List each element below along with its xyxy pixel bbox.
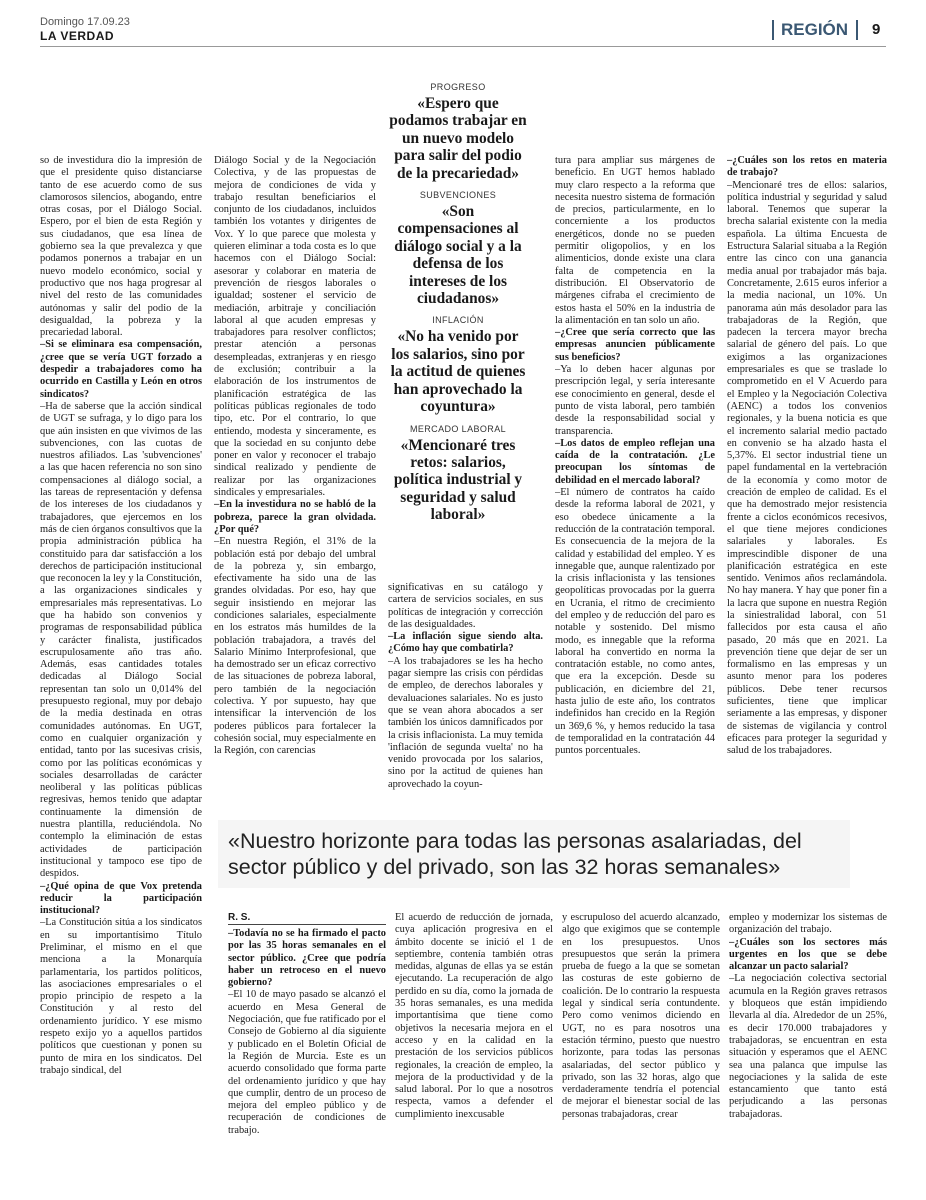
article-column-4 bbox=[555, 155, 715, 817]
paragraph: –Mencionaré tres de ellos: salarios, política industrial y seguridad y salud laboral. Tenemos que superar la brecha salarial existente con la media española. La última Encuesta de Estructura Salarial situaba a la Región entre las cinco con una ganancia media anual por trabajador más baja. Concretamente, 2.615 euros inferior a la media nacional, un 10%. Un panorama aún más desolador para las trabajadoras de la Región, que padecen la tercera mayor brecha salarial de género del país. Lo que exigimos a las organizaciones empresariales es que se traslade lo comprometido en el V Acuerdo para el Empleo y la Negociación Colectiva (AENC) a todos los convenios regionales, y la buena noticia es que el incremento salarial medio pactado en convenio se ha alzado hasta el 5,37%. El sector industrial tiene un papel fundamental en la vertebración de la economía y como motor de creación de empleo de calidad. Es el que ha demostrado mejor resistencia frente a ciclos económicos recesivos, el que tiene mejores condiciones salariales y laborales. Es imprescindible disponer de una planificación estratégica en este sentido. Venimos años reclamándola. No hay manera. Y hay que poner fin a la lacra que supone en nuestra Región la siniestralidad laboral, con 51 fallecidos por esta causa el año pasado, 20 más que en 2021. La prevención tiene que dejar de ser un formalismo en las empresas y un asunto menor para los poderes públicos. Debe tener recursos suficientes, tiene que implicar seriamente a las empresas, y disponer de sistemas de vigilancia y control eficaces para proteger la seguridad y salud de los trabajadores. bbox=[727, 179, 887, 757]
paragraph: El acuerdo de reducción de jornada, cuya aplicación progresiva en el ámbito docente se inició el 1 de septiembre, contenía también otras medidas, algunas de ellas ya se están ejecutando. La recuperación de algo perdido en su día, como la jornada de 35 horas semanales, es una medida importantísima que tiene como objetivos la necesaria mejora en el acceso y en la calidad en la prestación de los servicios públicos regionales, la creación de empleo, la mejora de la productividad y de la salud laboral. Por lo que a nosotros respecta, vamos a defender el cumplimiento inexcusable bbox=[395, 912, 553, 1120]
paragraph: –El 10 de mayo pasado se alcanzó el acuerdo en Mesa General de Negociación, que fue ratificado por el Consejo de Gobierno al día siguiente y publicado en el Boletín Oficial de la Región de Murcia. Este es un acuerdo consolidado que forma parte del ordenamiento jurídico y que hay que cumplir, dentro de un proceso de mejora del empleo público y de recuperación de condiciones de trabajo. bbox=[228, 989, 386, 1136]
header-date: Domingo 17.09.23 bbox=[40, 16, 130, 28]
paragraph: empleo y modernizar los sistemas de organización del trabajo. bbox=[729, 912, 887, 936]
highlight-label-progreso: PROGRESO bbox=[430, 82, 486, 92]
interview-question: –Todavía no se ha firmado el pacto por las 35 horas semanales en el sector público. ¿Cree que podría haber un retroceso en el nuevo gobierno? bbox=[228, 928, 386, 989]
article-column-6 bbox=[228, 928, 386, 1156]
paragraph: –El número de contratos ha caído desde la reforma laboral de 2021, y eso obedece únicamente a la reducción de la contratación temporal. Es consecuencia de la mejora de la calidad y estabilidad del empleo. Y es innegable que, aunque ralentizado por la crisis inflacionista y las tensiones geopolíticas provocadas por la guerra en Ucrania, el ritmo de crecimiento del empleo y de reducción del paro es notable y sostenido. Del mismo modo, es innegable que la reforma laboral ha convertido en norma la contratación estable, no como antes, que era la excepción. Desde su publicación, en diciembre del 21, hasta julio de este año, los contratos indefinidos han crecido en la Región un 369,6 %, y hemos reducido la tasa de temporalidad en la contratación 44 puntos porcentuales. bbox=[555, 487, 715, 757]
paragraph: significativas en su catálogo y cartera de servicios sociales, en sus políticas de integración y corrección de las desigualdades. bbox=[388, 582, 543, 630]
section-name: REGIÓN bbox=[772, 20, 848, 40]
paragraph: y escrupuloso del acuerdo alcanzado, algo que exigimos que se contemple en los presupuestos. Unos presupuestos que serán la primera prueba de fuego a la que se sometan las costuras de este gobierno de coalición. De lo contrario la respuesta legal y sindical sería contundente. Pero como venimos diciendo en UGT, no es para nosotros una estación término, puesto que nuestro horizonte, para todas las personas asalariadas, del sector público y privado, son las 32 horas, algo que verdaderamente tendría el potencial de mejorar el bienestar social de las personas trabajadoras, crear bbox=[562, 912, 720, 1120]
header-rule bbox=[40, 46, 886, 47]
paragraph: –Ha de saberse que la acción sindical de UGT se sufraga, y lo digo para los que aún insisten en que vivimos de las subvenciones, con las cuotas de nuestros afiliados. Las 'subvenciones' a las que hacen referencia no son sino compensaciones al diálogo social, a las tareas de representación y defensa de los intereses de los ciudadanos y trabajadores, que ejercemos en los más de cien órganos consultivos que la propia administración pública ha constituido para dar satisfacción a los derechos de participación institucional que reconocen la ley y la Constitución, a las organizaciones sindicales y empresariales más representativas. Lo que ha habido son convenios y programas de responsabilidad pública y carácter finalista, justificados escrupulosamente año tras año. Además, esas cantidades totales dedicadas al Diálogo Social representan tan solo un 0,014% del presupuesto regional, muy por debajo de la media destinada en otras comunidades autónomas. En UGT, como en cualquier organización y entidad, tanto por las sucesivas crisis, como por las políticas económicas y sociales desarrolladas de carácter neoliberal y las políticas públicas regresivas, hemos tenido que adaptar continuamente la dimensión de nuestra plantilla, reduciéndola. No contemplo la eliminación de estas actividades de participación institucional y tampoco ese tipo de despidos. bbox=[40, 400, 202, 880]
interview-question: –¿Cuáles son los retos en materia de trabajo? bbox=[727, 155, 887, 179]
interview-question: –¿Cuáles son los sectores más urgentes en los que se debe alcanzar un pacto salarial? bbox=[729, 936, 887, 973]
newspaper-name: LA VERDAD bbox=[40, 29, 115, 43]
article-column-5 bbox=[727, 155, 887, 817]
paragraph: Diálogo Social y de la Negociación Colectiva, y de las propuestas de mejora de condiciones de vida y trabajo resultan beneficiarios el conjunto de los ciudadanos, incluidos también los votantes y dirigentes de Vox. Y lo que parece que molesta y quieren eliminar a toda costa es lo que hacemos con el Diálogo Social: asesorar y colaborar en materia de prevención de riesgos laborales o igualdad; sostener el servicio de mediación, arbitraje y conciliación laboral al que acuden empresas y trabajadores para resolver conflictos; prestar atención a personas desempleadas, extranjeras y en riesgo de exclusión; contribuir a la elaboración de los instrumentos de planificación estratégica de las políticas públicas regionales de todo tipo, etc. Por el contrario, lo que entiendo, modesta y sinceramente, es que la sociedad en su conjunto debe poner en valor y reconocer el trabajo sindical realizado y pendiente de realizar por las organizaciones sindicales y empresariales. bbox=[214, 155, 376, 499]
article-column-8 bbox=[562, 912, 720, 1156]
article-column-3 bbox=[388, 582, 543, 814]
paragraph: –A los trabajadores se les ha hecho pagar siempre las crisis con pérdidas de empleo, de derechos laborales y devaluaciones salariales. No es justo que se vean ahora abocados a ser también los únicos damnificados por la crisis inflacionista. La muy temida 'inflación de segunda vuelta' no ha venido provocada por los salarios, sino por la actitud de quienes han aprovechado la coyun- bbox=[388, 655, 543, 790]
highlight-quote-inflacion: «No ha venido por los salarios, sino por la actitud de quienes han aprovechado la coyuntura» bbox=[390, 328, 526, 416]
paragraph: tura para ampliar sus márgenes de beneficio. En UGT hemos hablado muy claro respecto a la reforma que necesita nuestro sistema de formación de precios, particularmente, en lo concerniente a los productos energéticos, donde no se pueden permitir oligopolios, y en los alimenticios, donde existe una clara falta de competencia en la distribución. El Observatorio de márgenes cifraba el crecimiento de estos hasta el 50% en la industria de la alimentación en tan solo un año. bbox=[555, 155, 715, 326]
paragraph: –Ya lo deben hacer algunas por prescripción legal, y sería interesante ese conocimiento en general, desde el punto de vista laboral, pero también desde la responsabilidad social y transparencia. bbox=[555, 364, 715, 437]
interview-question: –La inflación sigue siendo alta. ¿Cómo hay que combatirla? bbox=[388, 631, 543, 655]
byline: R. S. bbox=[228, 912, 251, 923]
highlight-quote-mercado-laboral: «Mencionaré tres retos: salarios, política industrial y seguridad y salud laboral» bbox=[393, 436, 523, 524]
highlight-label-inflacion: INFLACIÓN bbox=[432, 315, 484, 326]
paragraph: so de investidura dio la impresión de que el presidente quiso distanciarse tanto de ese acuerdo como de sus clamorosos silencios, abogando, entre otras cosas, por el Diálogo Social. Espero, por el bien de esta Región y sus ciudadanos, que esa línea de gobierno sea la que prevalezca y que podamos ponernos a trabajar en un nuevo modelo económico, social y productivo que nos haga progresar al nivel del resto de las comunidades autónomas y salir del podio de la desigualdad, la pobreza y la precariedad laboral. bbox=[40, 155, 202, 339]
highlight-quote-subvenciones: «Son compensaciones al diálogo social y a la defensa de los intereses de los ciudadanos» bbox=[394, 203, 522, 308]
paragraph: –La Constitución sitúa a los sindicatos en su importantísimo Título Preliminar, el mismo en el que menciona a la Monarquía parlamentaria, los partidos políticos, las asociaciones empresariales o el propio principio de respeto a la Constitución y al resto del ordenamiento jurídico. Y ese mismo respeto exijo yo a aquellos partidos políticos que cuestionan y ponen su punto de mira en los sindicatos. Del trabajo sindical, del bbox=[40, 917, 202, 1076]
highlight-label-mercado-laboral: MERCADO LABORAL bbox=[409, 423, 507, 434]
highlight-quote-progreso: «Espero que podamos trabajar en un nuevo modelo para salir del podio de la precariedad» bbox=[389, 95, 527, 182]
interview-question: –¿Cree que sería correcto que las empresas anuncien públicamente sus beneficios? bbox=[555, 327, 715, 363]
pull-quote: «Nuestro horizonte para todas las personas asalariadas, del sector público y del privado, son las 32 horas semanales» bbox=[228, 829, 802, 879]
article-column-9 bbox=[729, 912, 887, 1156]
article-column-7 bbox=[395, 912, 553, 1156]
interview-question: –En la investidura no se habló de la pobreza, parece la gran olvidada. ¿Por qué? bbox=[214, 499, 376, 535]
interview-question: –Los datos de empleo reflejan una caída de la contratación. ¿Le preocupan los síntomas de debilidad en el mercado laboral? bbox=[555, 437, 715, 486]
byline-rule bbox=[228, 924, 386, 925]
highlight-quotes bbox=[388, 76, 528, 532]
interview-question: –Si se eliminara esa compensación, ¿cree que se vería UGT forzado a despedir a trabajadores como ha ocurrido en Castilla y León en otros sindicatos? bbox=[40, 339, 202, 400]
interview-question: –¿Qué opina de que Vox pretenda reducir la participación institucional? bbox=[40, 880, 202, 917]
header-separator bbox=[856, 20, 858, 40]
paragraph: –En nuestra Región, el 31% de la población está por debajo del umbral de la pobreza y, sin embargo, efectivamente ha sido una de las grandes olvidadas. Por eso, hay que seguir insistiendo en mejorar las condiciones salariales, especialmente en los estratos más humildes de la población trabajadora, a través del Salario Mínimo Interprofesional, que ha demostrado ser un eficaz correctivo de las situaciones de pobreza laboral, pero también de la negociación colectiva. Y por supuesto, hay que intensificar la intervención de los poderes públicos para fortalecer la cohesión social, muy especialmente en la Región, con carencias bbox=[214, 536, 376, 757]
page-number: 9 bbox=[872, 21, 881, 38]
article-column-1 bbox=[40, 155, 202, 1145]
highlight-label-subvenciones: SUBVENCIONES bbox=[419, 190, 497, 201]
paragraph: –La negociación colectiva sectorial acumula en la Región graves retrasos y bloqueos que están impidiendo llevarla al día. Alrededor de un 25%, es decir 170.000 trabajadores y trabajadoras, se encuentran en esta situación y esperamos que el AENC sea una palanca que impulse las negociaciones y la salida de este estancamiento que tanto está perjudicando a las personas trabajadoras. bbox=[729, 973, 887, 1120]
article-column-2 bbox=[214, 155, 376, 817]
